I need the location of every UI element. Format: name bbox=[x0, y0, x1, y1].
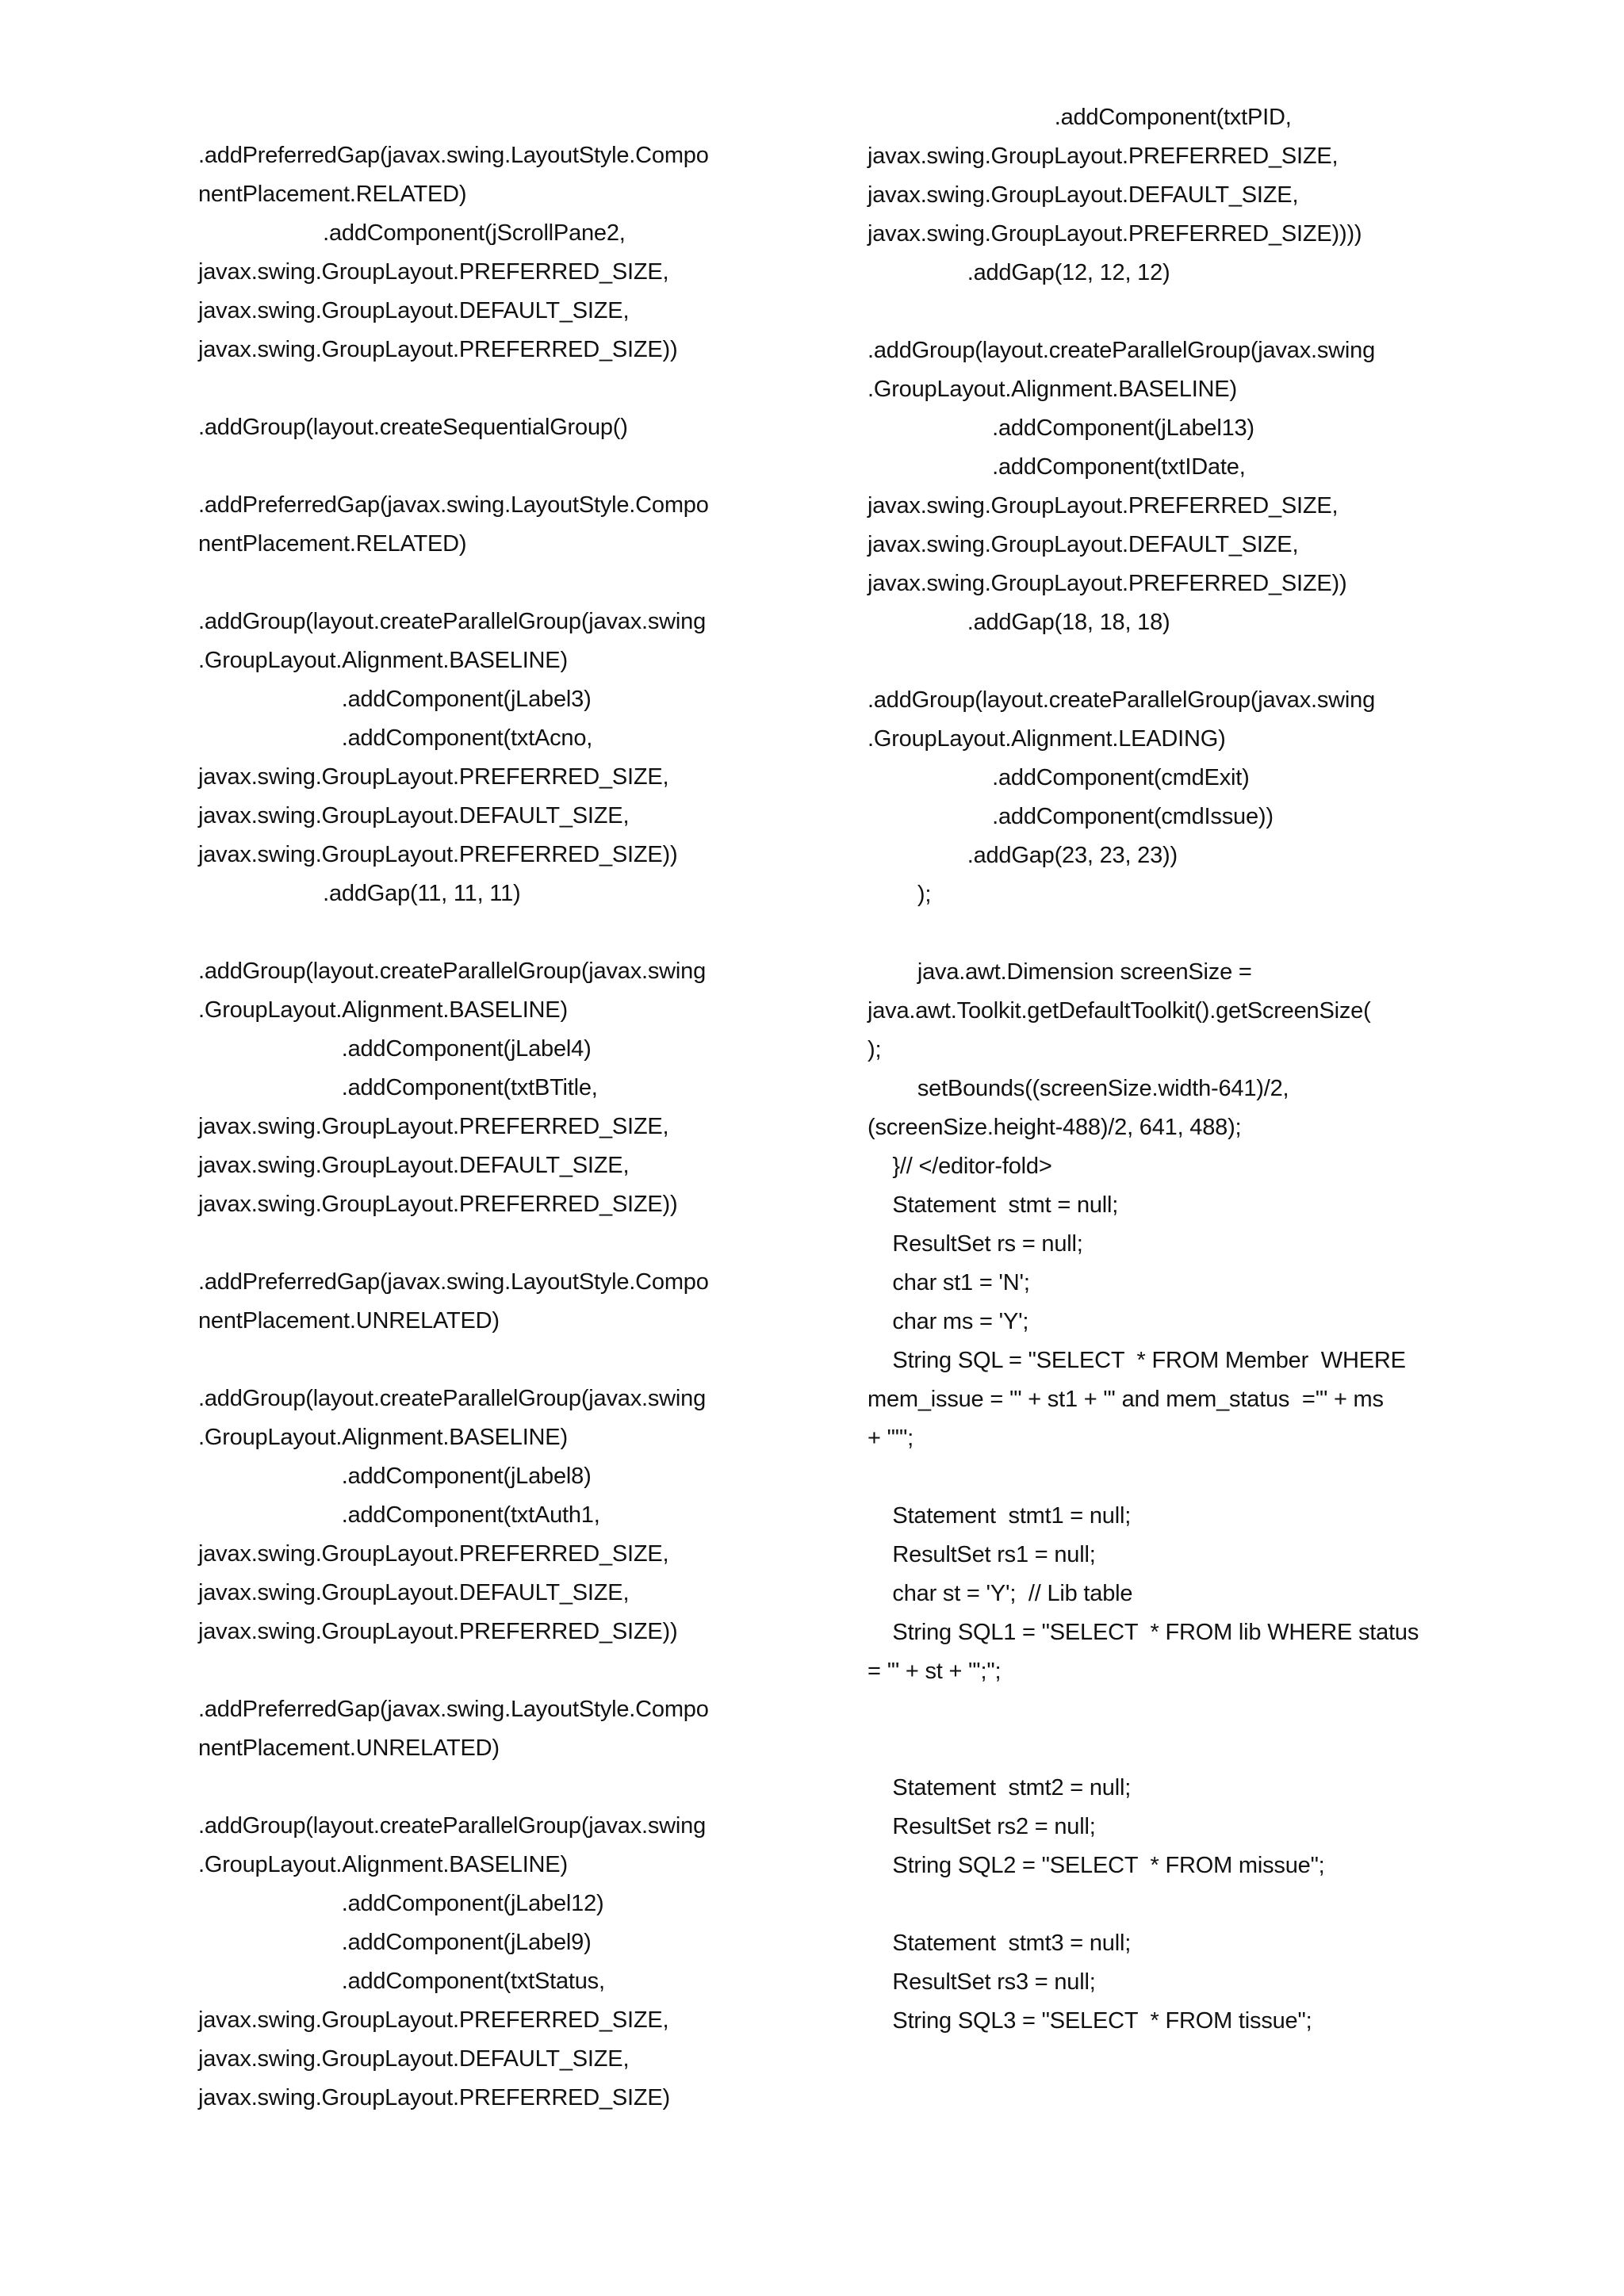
code-line: ); bbox=[868, 882, 932, 907]
code-line: mem_issue = '" + st1 + "' and mem_status ='" + ms bbox=[868, 1387, 1384, 1412]
code-line: .addComponent(jLabel9) bbox=[198, 1930, 592, 1955]
code-line: javax.swing.GroupLayout.PREFERRED_SIZE, bbox=[198, 1541, 669, 1567]
code-line: .addGap(11, 11, 11) bbox=[198, 881, 521, 906]
code-line bbox=[198, 913, 848, 952]
code-line: .addComponent(jLabel13) bbox=[868, 415, 1254, 441]
code-line: javax.swing.GroupLayout.PREFERRED_SIZE)) bbox=[198, 1192, 678, 1217]
code-line: setBounds((screenSize.width-641)/2, bbox=[868, 1076, 1289, 1101]
code-line: (screenSize.height-488)/2, 641, 488); bbox=[868, 1115, 1242, 1140]
code-line: .addComponent(txtPID, bbox=[868, 105, 1292, 130]
code-line: javax.swing.GroupLayout.DEFAULT_SIZE, bbox=[198, 1153, 630, 1178]
code-line: .GroupLayout.Alignment.BASELINE) bbox=[198, 997, 568, 1023]
code-line: .addComponent(jLabel8) bbox=[198, 1464, 592, 1489]
code-line: .GroupLayout.Alignment.BASELINE) bbox=[198, 648, 568, 673]
code-line bbox=[198, 1768, 848, 1807]
code-line: .addComponent(jLabel3) bbox=[198, 687, 592, 712]
code-line: javax.swing.GroupLayout.PREFERRED_SIZE)) bbox=[198, 1619, 678, 1644]
code-line: javax.swing.GroupLayout.DEFAULT_SIZE, bbox=[868, 532, 1299, 557]
code-line: String SQL = "SELECT * FROM Member WHERE bbox=[868, 1348, 1406, 1373]
code-line: ResultSet rs2 = null; bbox=[868, 1814, 1096, 1839]
code-line: char st = 'Y'; // Lib table bbox=[868, 1581, 1133, 1606]
right-code-column bbox=[868, 98, 1518, 2041]
code-line: javax.swing.GroupLayout.PREFERRED_SIZE, bbox=[868, 144, 1339, 169]
code-line: String SQL1 = "SELECT * FROM lib WHERE status bbox=[868, 1620, 1419, 1645]
code-line: Statement stmt = null; bbox=[868, 1192, 1119, 1218]
code-line: javax.swing.GroupLayout.DEFAULT_SIZE, bbox=[198, 2046, 630, 2072]
code-line: javax.swing.GroupLayout.PREFERRED_SIZE)) bbox=[868, 571, 1347, 596]
code-line bbox=[868, 642, 1518, 681]
code-line: .GroupLayout.Alignment.LEADING) bbox=[868, 726, 1226, 752]
code-line bbox=[198, 1651, 848, 1690]
code-line: .addGroup(layout.createParallelGroup(javax.swing bbox=[868, 338, 1376, 363]
code-line: .addComponent(txtStatus, bbox=[198, 1969, 605, 1994]
code-line: .addComponent(txtIDate, bbox=[868, 454, 1246, 480]
code-line: nentPlacement.RELATED) bbox=[198, 531, 467, 557]
code-line: .addComponent(jLabel4) bbox=[198, 1036, 592, 1062]
code-line: javax.swing.GroupLayout.PREFERRED_SIZE)))) bbox=[868, 221, 1362, 247]
left-code-column bbox=[198, 136, 848, 2118]
code-line: char st1 = 'N'; bbox=[868, 1270, 1030, 1295]
code-line: javax.swing.GroupLayout.DEFAULT_SIZE, bbox=[198, 298, 630, 323]
code-line: .addPreferredGap(javax.swing.LayoutStyle.Compo bbox=[198, 492, 709, 518]
code-line: .GroupLayout.Alignment.BASELINE) bbox=[868, 377, 1237, 402]
code-line: ResultSet rs = null; bbox=[868, 1231, 1083, 1257]
code-line: java.awt.Dimension screenSize = bbox=[868, 959, 1252, 985]
code-line: Statement stmt2 = null; bbox=[868, 1775, 1132, 1800]
code-line bbox=[868, 1691, 1518, 1730]
code-line: .addComponent(jLabel12) bbox=[198, 1891, 604, 1916]
code-line: javax.swing.GroupLayout.DEFAULT_SIZE, bbox=[198, 803, 630, 828]
code-line: nentPlacement.UNRELATED) bbox=[198, 1735, 500, 1761]
code-line: .addGap(23, 23, 23)) bbox=[868, 843, 1178, 868]
code-line: javax.swing.GroupLayout.PREFERRED_SIZE, bbox=[198, 259, 669, 285]
code-line: javax.swing.GroupLayout.DEFAULT_SIZE, bbox=[198, 1580, 630, 1605]
code-line: char ms = 'Y'; bbox=[868, 1309, 1029, 1334]
code-line: .GroupLayout.Alignment.BASELINE) bbox=[198, 1425, 568, 1450]
code-line bbox=[198, 564, 848, 603]
code-line: .addGroup(layout.createParallelGroup(javax.swing bbox=[868, 687, 1376, 713]
code-line: javax.swing.GroupLayout.PREFERRED_SIZE, bbox=[198, 1114, 669, 1139]
code-line: .addGroup(layout.createParallelGroup(javax.swing bbox=[198, 1813, 707, 1839]
code-line: .addGap(18, 18, 18) bbox=[868, 610, 1170, 635]
code-line: javax.swing.GroupLayout.PREFERRED_SIZE, bbox=[198, 2007, 669, 2033]
code-line: Statement stmt1 = null; bbox=[868, 1503, 1132, 1529]
code-line bbox=[868, 1730, 1518, 1769]
code-line bbox=[198, 1341, 848, 1380]
code-line: javax.swing.GroupLayout.PREFERRED_SIZE, bbox=[868, 493, 1339, 519]
code-line: .addComponent(txtAuth1, bbox=[198, 1502, 600, 1528]
code-line: java.awt.Toolkit.getDefaultToolkit().getScreenSize( bbox=[868, 998, 1371, 1024]
code-line: .addPreferredGap(javax.swing.LayoutStyle.Compo bbox=[198, 1697, 709, 1722]
code-line: .addPreferredGap(javax.swing.LayoutStyle.Compo bbox=[198, 143, 709, 168]
code-line: .addGroup(layout.createParallelGroup(javax.swing bbox=[198, 959, 707, 984]
code-line: .GroupLayout.Alignment.BASELINE) bbox=[198, 1852, 568, 1877]
code-line: javax.swing.GroupLayout.PREFERRED_SIZE)) bbox=[198, 842, 678, 867]
code-line: nentPlacement.UNRELATED) bbox=[198, 1308, 500, 1334]
code-line: = '" + st + "';"; bbox=[868, 1659, 1002, 1684]
code-line: javax.swing.GroupLayout.PREFERRED_SIZE)) bbox=[198, 337, 678, 362]
code-line: nentPlacement.RELATED) bbox=[198, 182, 467, 207]
code-line: javax.swing.GroupLayout.PREFERRED_SIZE, bbox=[198, 764, 669, 790]
code-line: ResultSet rs3 = null; bbox=[868, 1969, 1096, 1995]
code-line: Statement stmt3 = null; bbox=[868, 1931, 1132, 1956]
code-line bbox=[868, 1885, 1518, 1924]
code-line: .addComponent(txtBTitle, bbox=[198, 1075, 598, 1100]
code-line: .addComponent(cmdExit) bbox=[868, 765, 1250, 790]
code-line bbox=[868, 1458, 1518, 1497]
code-line: String SQL2 = "SELECT * FROM missue"; bbox=[868, 1853, 1325, 1878]
code-line: .addComponent(jScrollPane2, bbox=[198, 220, 626, 246]
code-line bbox=[868, 914, 1518, 953]
code-line bbox=[198, 1224, 848, 1263]
code-line: .addGroup(layout.createParallelGroup(javax.swing bbox=[198, 609, 707, 634]
code-line: ); bbox=[868, 1037, 882, 1062]
code-line: + "'"; bbox=[868, 1425, 914, 1451]
code-line bbox=[198, 447, 848, 486]
code-line: javax.swing.GroupLayout.DEFAULT_SIZE, bbox=[868, 182, 1299, 208]
code-line: }// </editor-fold> bbox=[868, 1154, 1052, 1179]
code-line: .addGroup(layout.createParallelGroup(javax.swing bbox=[198, 1386, 707, 1411]
code-line: String SQL3 = "SELECT * FROM tissue"; bbox=[868, 2008, 1312, 2034]
code-line: .addComponent(cmdIssue)) bbox=[868, 804, 1274, 829]
code-line bbox=[198, 369, 848, 408]
code-line: ResultSet rs1 = null; bbox=[868, 1542, 1096, 1567]
code-line: .addGap(12, 12, 12) bbox=[868, 260, 1170, 285]
code-line: .addPreferredGap(javax.swing.LayoutStyle.Compo bbox=[198, 1269, 709, 1295]
code-line: .addComponent(txtAcno, bbox=[198, 725, 593, 751]
code-line: javax.swing.GroupLayout.PREFERRED_SIZE) bbox=[198, 2085, 670, 2110]
code-line bbox=[868, 293, 1518, 331]
code-line: .addGroup(layout.createSequentialGroup() bbox=[198, 415, 628, 440]
